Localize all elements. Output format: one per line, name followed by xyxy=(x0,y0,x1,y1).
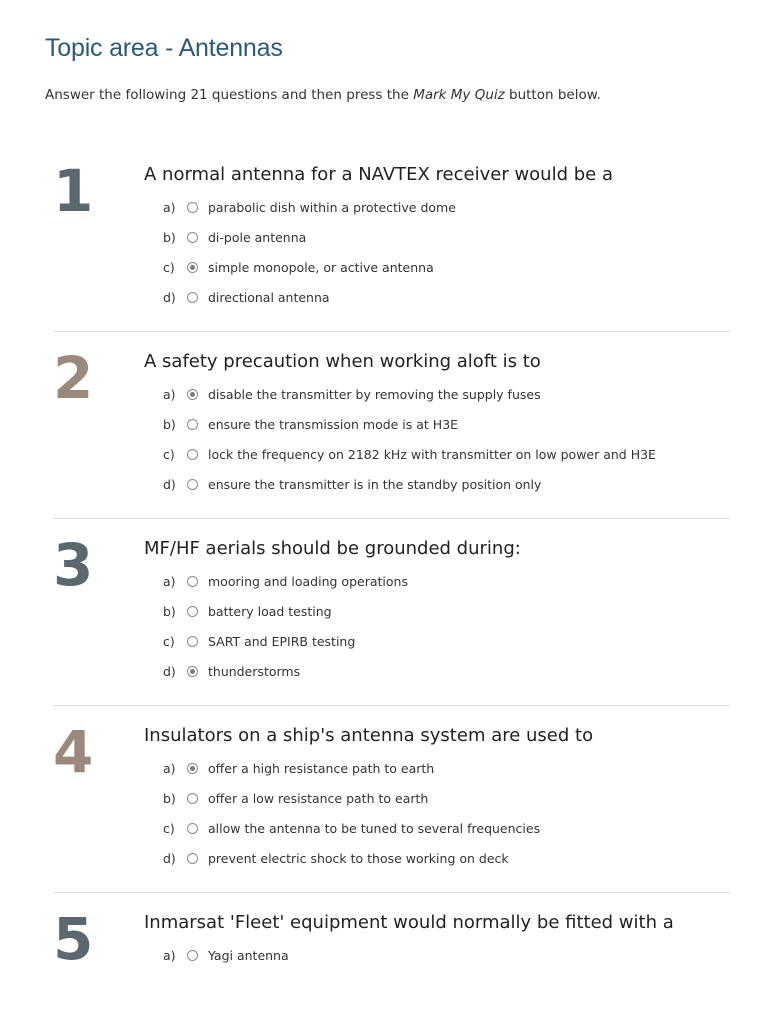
option-label: di-pole antenna xyxy=(208,229,307,245)
radio-button[interactable] xyxy=(187,576,198,587)
option-label: directional antenna xyxy=(208,289,330,305)
question-text: A normal antenna for a NAVTEX receiver would be a xyxy=(144,164,613,185)
instructions-text-end: button below. xyxy=(504,87,601,103)
option-letter: c) xyxy=(163,446,175,462)
radio-button[interactable] xyxy=(187,853,198,864)
radio-button[interactable] xyxy=(187,636,198,647)
radio-button[interactable] xyxy=(187,202,198,213)
question-number: 2 xyxy=(53,344,94,412)
option-letter: d) xyxy=(163,663,176,679)
radio-button[interactable] xyxy=(187,292,198,303)
option-letter: b) xyxy=(163,790,176,806)
option-label: mooring and loading operations xyxy=(208,573,408,589)
option-list xyxy=(163,566,408,686)
option-letter: d) xyxy=(163,289,176,305)
option-label: SART and EPIRB testing xyxy=(208,633,356,649)
option-label: thunderstorms xyxy=(208,663,301,679)
option-b[interactable] xyxy=(163,596,408,626)
option-d[interactable] xyxy=(163,843,540,873)
radio-button[interactable] xyxy=(187,389,198,400)
radio-button[interactable] xyxy=(187,606,198,617)
option-d[interactable] xyxy=(163,469,656,499)
option-letter: a) xyxy=(163,760,176,776)
question-1 xyxy=(53,144,730,332)
radio-button[interactable] xyxy=(187,763,198,774)
option-b[interactable] xyxy=(163,409,656,439)
option-label: simple monopole, or active antenna xyxy=(208,259,434,275)
instructions-text-start: Answer the following 21 questions and then press the xyxy=(45,87,414,103)
radio-button[interactable] xyxy=(187,479,198,490)
option-a[interactable] xyxy=(163,753,540,783)
option-letter: d) xyxy=(163,476,176,492)
option-list xyxy=(163,379,656,499)
question-5 xyxy=(53,892,730,1024)
quiz-instructions xyxy=(45,87,601,103)
option-letter: b) xyxy=(163,416,176,432)
option-c[interactable] xyxy=(163,252,456,282)
option-letter: a) xyxy=(163,386,176,402)
option-label: offer a low resistance path to earth xyxy=(208,790,429,806)
option-label: parabolic dish within a protective dome xyxy=(208,199,456,215)
question-number: 4 xyxy=(53,718,94,786)
option-list xyxy=(163,192,456,312)
option-label: ensure the transmitter is in the standby position only xyxy=(208,476,542,492)
question-number: 1 xyxy=(53,157,94,225)
option-list xyxy=(163,940,289,970)
question-text: MF/HF aerials should be grounded during: xyxy=(144,538,521,559)
option-label: battery load testing xyxy=(208,603,332,619)
question-number: 5 xyxy=(53,905,94,973)
question-text: Inmarsat 'Fleet' equipment would normally be fitted with a xyxy=(144,912,674,933)
option-list xyxy=(163,753,540,873)
option-letter: b) xyxy=(163,603,176,619)
option-label: offer a high resistance path to earth xyxy=(208,760,435,776)
radio-button[interactable] xyxy=(187,950,198,961)
question-number: 3 xyxy=(53,531,94,599)
option-a[interactable] xyxy=(163,566,408,596)
option-label: ensure the transmission mode is at H3E xyxy=(208,416,459,432)
option-d[interactable] xyxy=(163,656,408,686)
question-4 xyxy=(53,705,730,893)
option-letter: c) xyxy=(163,633,175,649)
mark-quiz-reference: Mark My Quiz xyxy=(413,87,505,103)
page-title: Topic area - Antennas xyxy=(45,34,283,62)
option-letter: c) xyxy=(163,820,175,836)
radio-button[interactable] xyxy=(187,666,198,677)
option-b[interactable] xyxy=(163,783,540,813)
option-c[interactable] xyxy=(163,626,408,656)
question-3 xyxy=(53,518,730,706)
option-a[interactable] xyxy=(163,940,289,970)
option-a[interactable] xyxy=(163,192,456,222)
option-c[interactable] xyxy=(163,439,656,469)
option-label: disable the transmitter by removing the supply fuses xyxy=(208,386,541,402)
radio-button[interactable] xyxy=(187,793,198,804)
radio-button[interactable] xyxy=(187,823,198,834)
option-d[interactable] xyxy=(163,282,456,312)
radio-button[interactable] xyxy=(187,232,198,243)
question-text: Insulators on a ship's antenna system are used to xyxy=(144,725,594,746)
option-letter: b) xyxy=(163,229,176,245)
option-label: prevent electric shock to those working on deck xyxy=(208,850,509,866)
option-letter: a) xyxy=(163,573,176,589)
option-label: allow the antenna to be tuned to several frequencies xyxy=(208,820,541,836)
option-c[interactable] xyxy=(163,813,540,843)
option-letter: a) xyxy=(163,199,176,215)
option-label: Yagi antenna xyxy=(208,947,289,963)
option-letter: d) xyxy=(163,850,176,866)
option-a[interactable] xyxy=(163,379,656,409)
radio-button[interactable] xyxy=(187,449,198,460)
radio-button[interactable] xyxy=(187,262,198,273)
radio-button[interactable] xyxy=(187,419,198,430)
option-letter: c) xyxy=(163,259,175,275)
option-letter: a) xyxy=(163,947,176,963)
question-text: A safety precaution when working aloft is to xyxy=(144,351,541,372)
question-2 xyxy=(53,331,730,519)
option-label: lock the frequency on 2182 kHz with transmitter on low power and H3E xyxy=(208,446,656,462)
option-b[interactable] xyxy=(163,222,456,252)
